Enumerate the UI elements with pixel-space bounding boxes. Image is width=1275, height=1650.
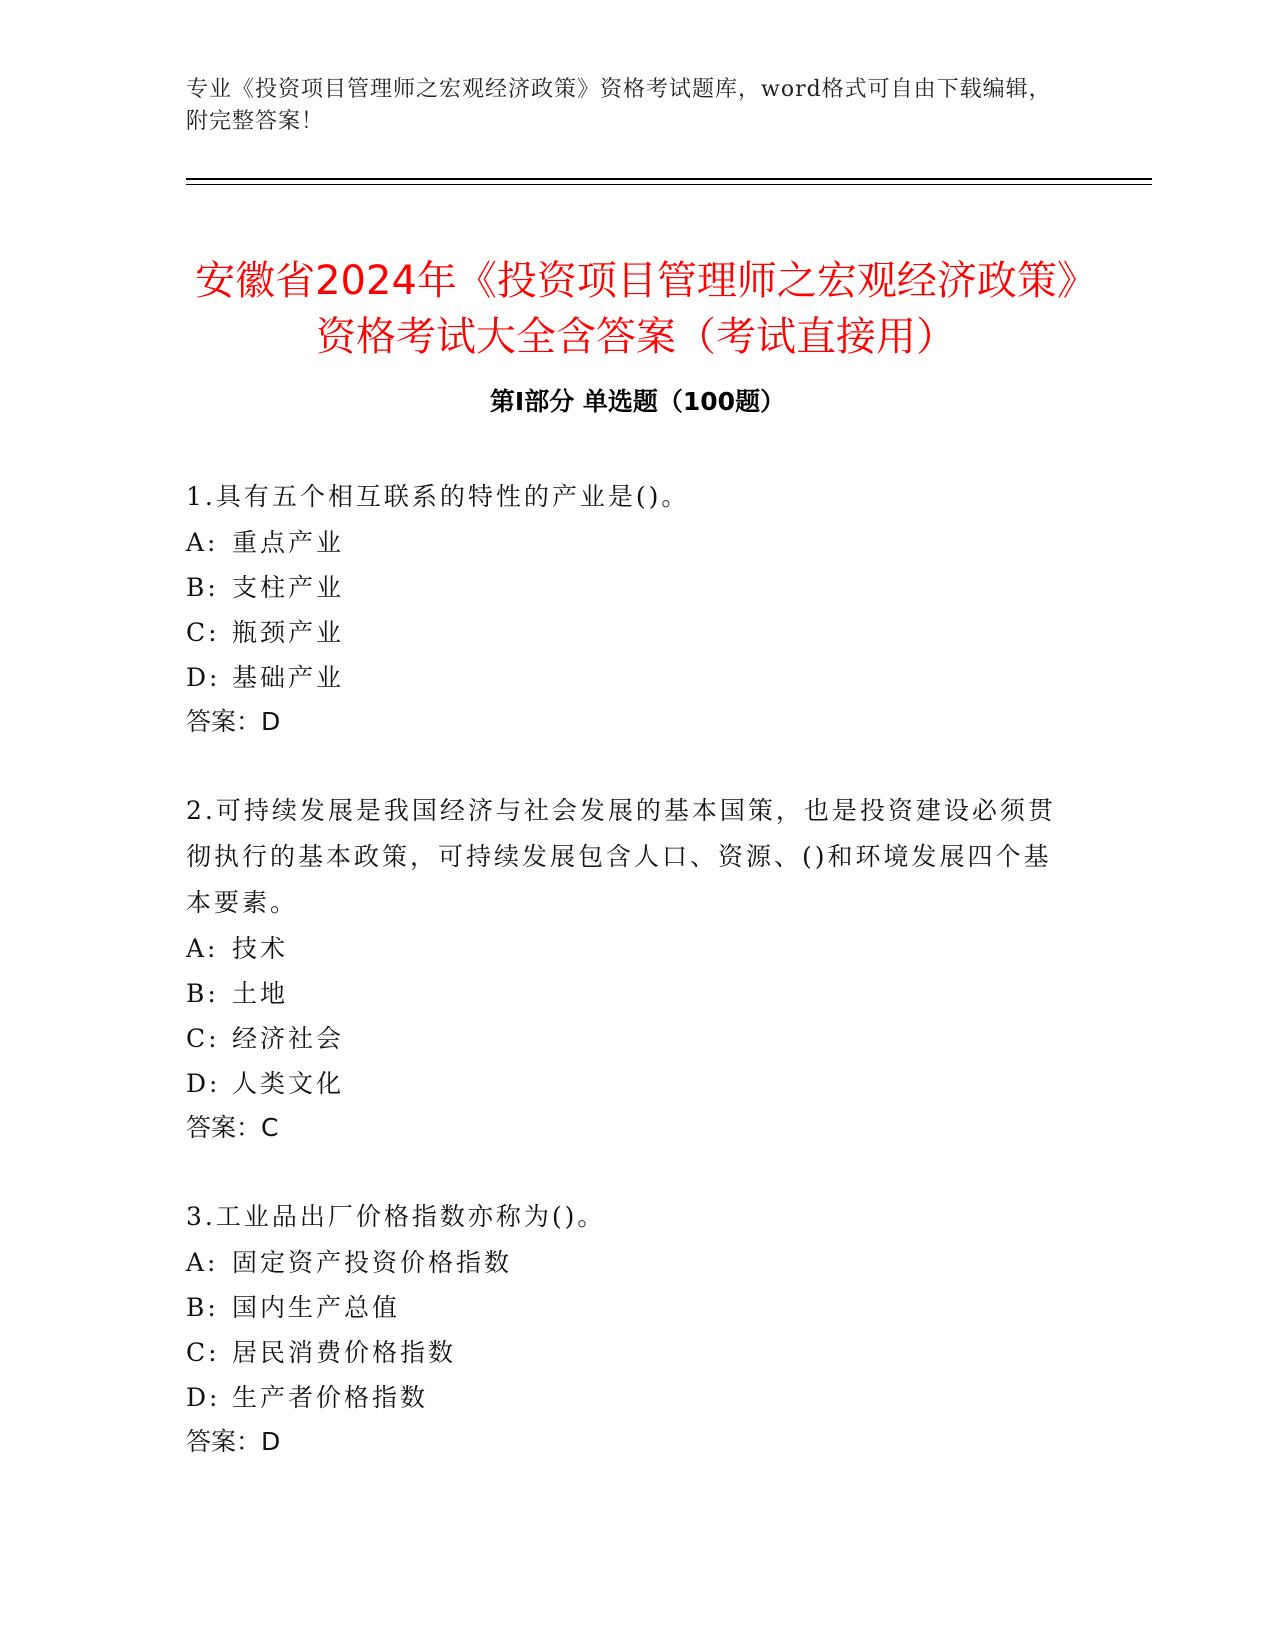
option-letter: C:: [186, 1024, 220, 1053]
section-title: 第Ⅰ部分 单选题（100题）: [489, 387, 786, 416]
header-divider-thick: [186, 178, 1152, 180]
option-a: [186, 520, 1066, 565]
option-text: 固定资产投资价格指数: [232, 1248, 513, 1277]
option-text: 经济社会: [232, 1024, 345, 1053]
question-list: [186, 474, 1066, 1508]
answer-line: 答案：C: [186, 1113, 279, 1142]
option-text: 瓶颈产业: [232, 618, 345, 647]
option-d: [186, 1375, 1066, 1420]
option-letter: C:: [186, 1338, 220, 1367]
question-stem: 1.具有五个相互联系的特性的产业是()。: [186, 482, 690, 511]
header-divider-thin: [186, 184, 1152, 185]
option-letter: D:: [186, 1069, 221, 1098]
option-b: [186, 971, 1066, 1016]
question-stem: 3.工业品出厂价格指数亦称为()。: [186, 1202, 606, 1231]
option-c: [186, 1016, 1066, 1061]
question-3: [186, 1194, 1066, 1464]
question-1: [186, 474, 1066, 744]
option-text: 重点产业: [232, 528, 345, 557]
option-letter: B:: [186, 1293, 219, 1322]
option-letter: C:: [186, 618, 220, 647]
option-text: 生产者价格指数: [232, 1383, 429, 1412]
option-text: 人类文化: [232, 1069, 345, 1098]
option-text: 土地: [232, 979, 289, 1008]
option-letter: B:: [186, 573, 219, 602]
document-title: 安徽省2024年《投资项目管理师之宏观经济政策》资格考试大全含答案（考试直接用）: [195, 257, 1077, 360]
option-a: [186, 1240, 1066, 1285]
option-text: 居民消费价格指数: [232, 1338, 457, 1367]
option-letter: A:: [186, 1248, 219, 1277]
option-b: [186, 1285, 1066, 1330]
option-d: [186, 1061, 1066, 1106]
option-letter: A:: [186, 528, 219, 557]
answer-line: 答案：D: [186, 707, 281, 736]
option-text: 支柱产业: [232, 573, 345, 602]
option-text: 基础产业: [232, 663, 345, 692]
option-text: 国内生产总值: [232, 1293, 401, 1322]
question-2: [186, 788, 1066, 1150]
option-text: 技术: [232, 934, 289, 963]
option-c: [186, 610, 1066, 655]
option-c: [186, 1330, 1066, 1375]
option-b: [186, 565, 1066, 610]
option-letter: D:: [186, 663, 221, 692]
option-letter: D:: [186, 1383, 221, 1412]
option-letter: A:: [186, 934, 219, 963]
header-note: 专业《投资项目管理师之宏观经济政策》资格考试题库，word格式可自由下载编辑，附完整答案！: [186, 77, 1052, 134]
option-d: [186, 655, 1066, 700]
answer-line: 答案：D: [186, 1427, 281, 1456]
option-letter: B:: [186, 979, 219, 1008]
question-stem: 2.可持续发展是我国经济与社会发展的基本国策，也是投资建设必须贯彻执行的基本政策，可持续发展包含人口、资源、()和环境发展四个基本要素。: [186, 796, 1056, 917]
option-a: [186, 926, 1066, 971]
